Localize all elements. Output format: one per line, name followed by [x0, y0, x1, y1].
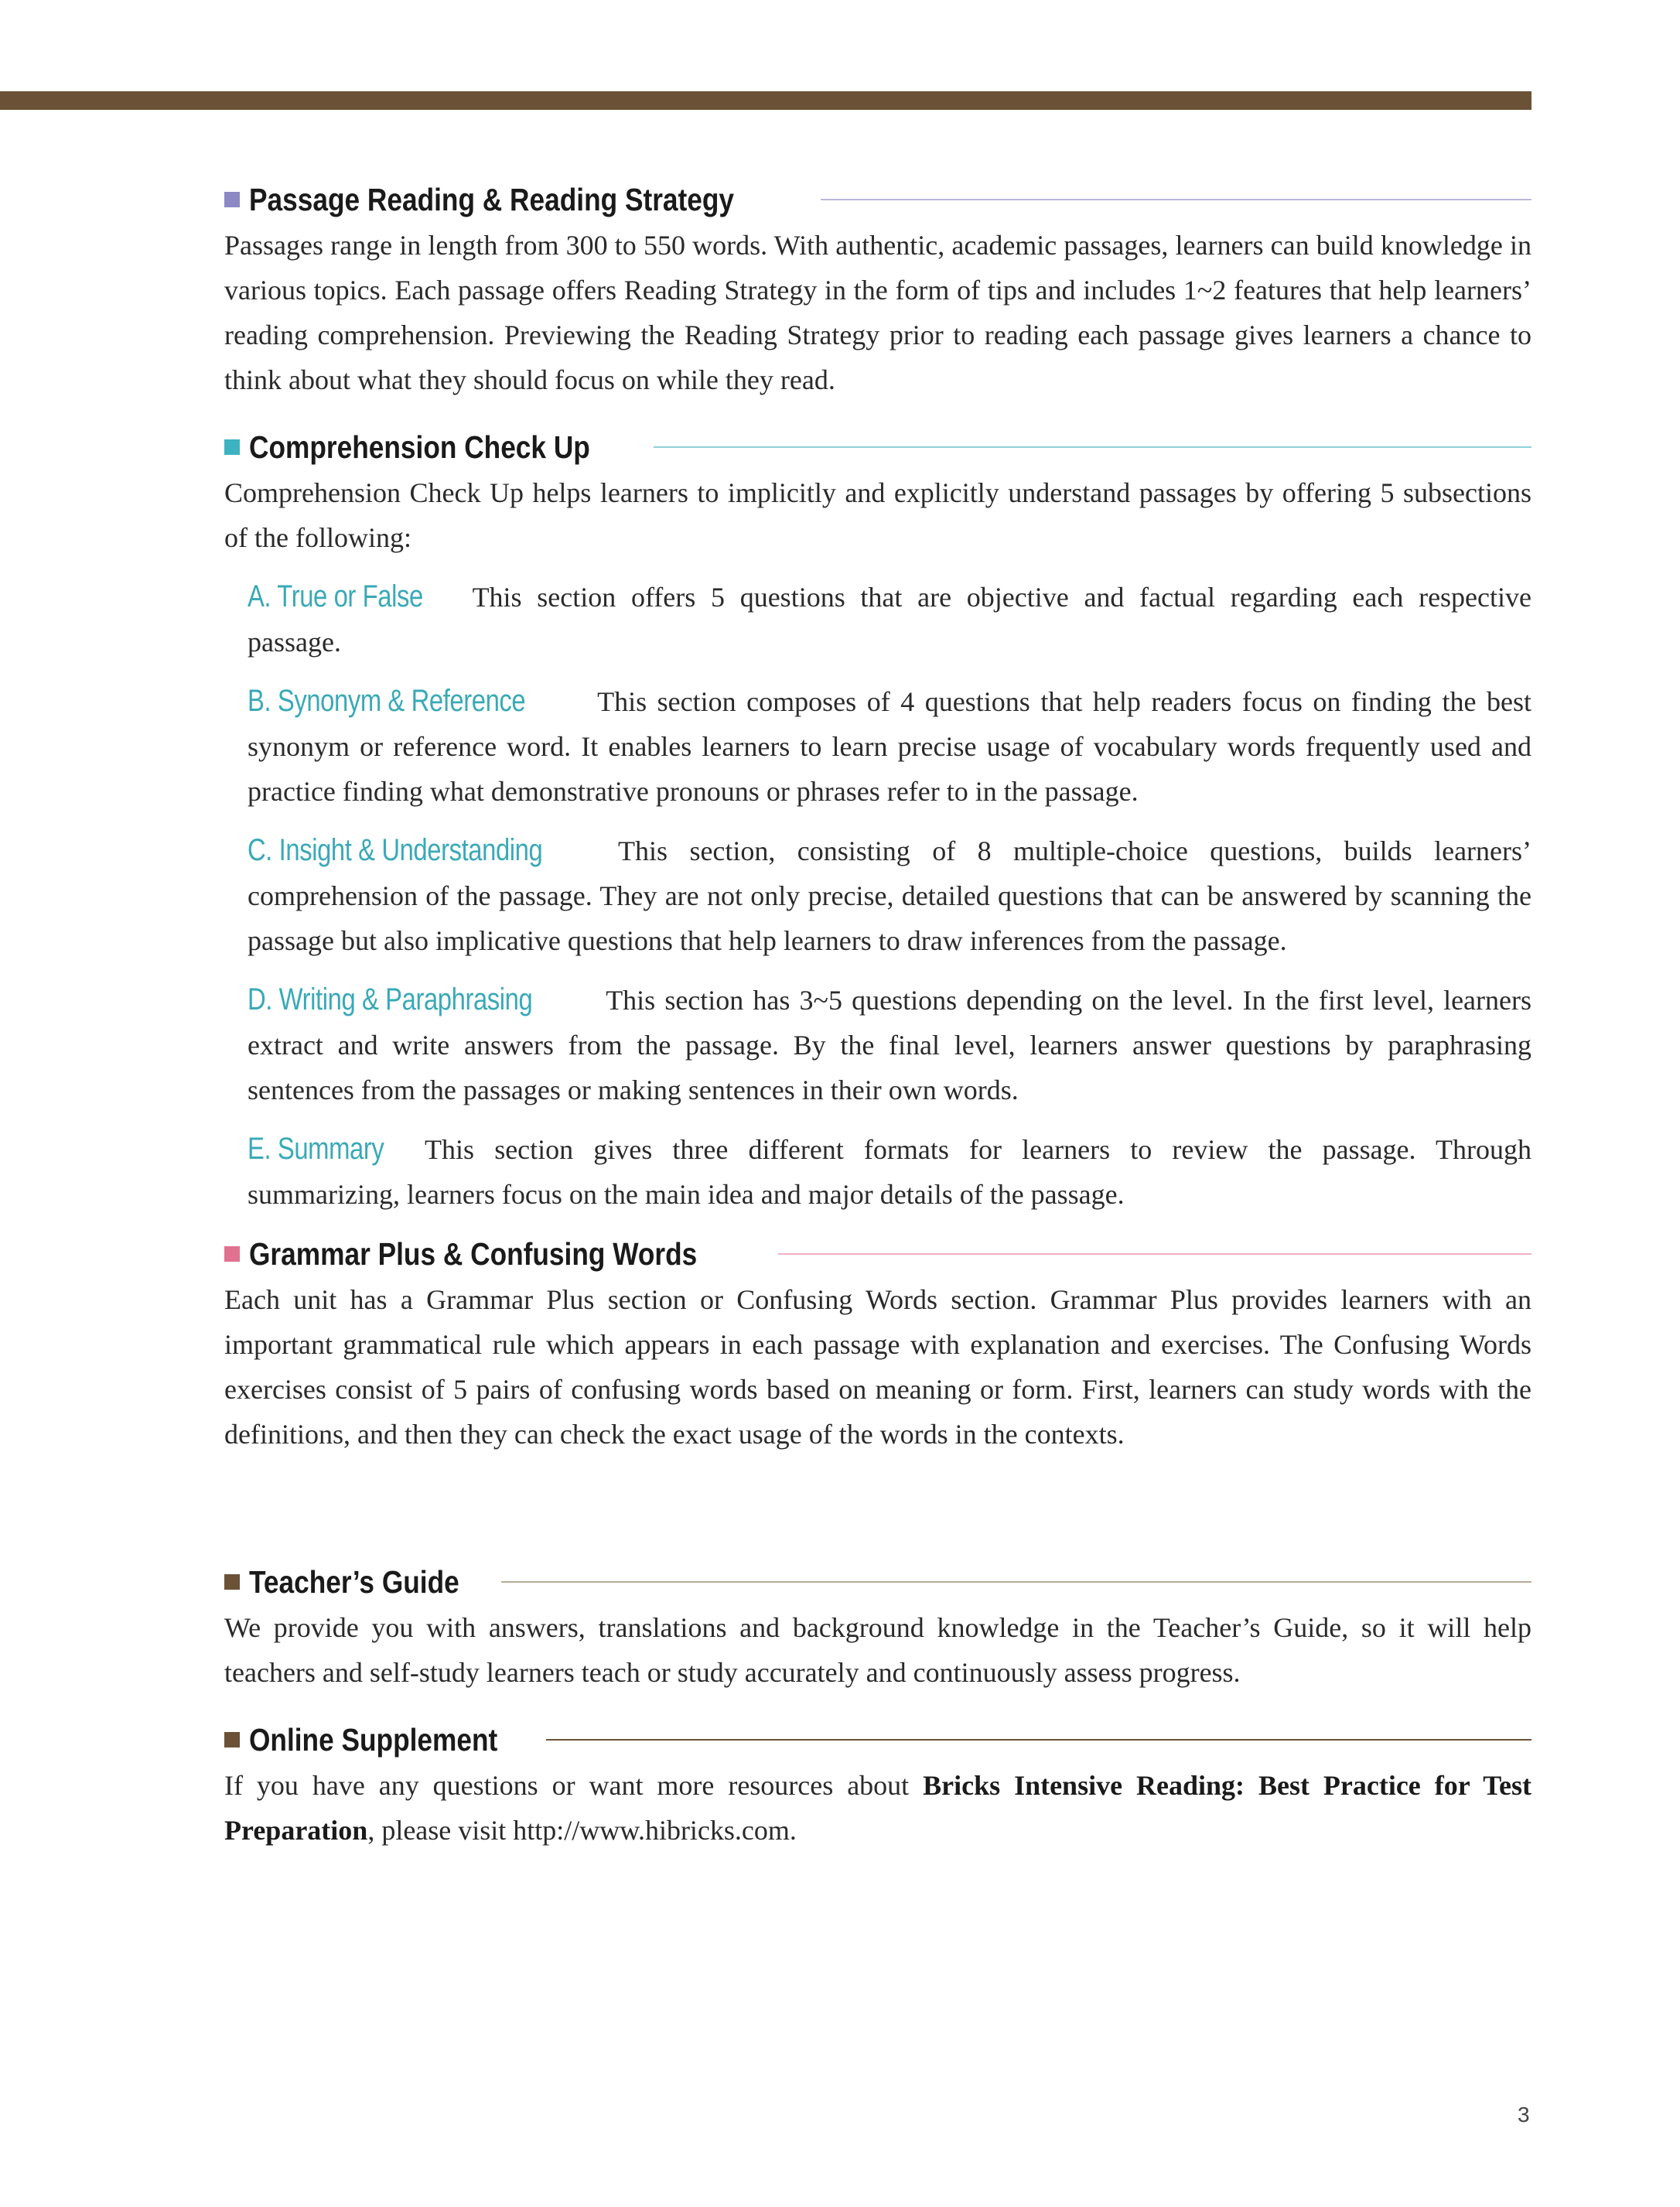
section-body: Passages range in length from 300 to 550 words. With authentic, academic passages, learners can build knowledge in various topics. Each passage offers Reading Strategy in the form of tips and includes 1~2 features that help learners’ reading comprehension. Previewing the Reading Strategy prior to reading each passage gives learners a chance to think about what they should focus on while they read. [224, 230, 1531, 395]
page-number: 3 [1518, 2103, 1530, 2127]
square-bullet-icon [224, 439, 240, 455]
square-bullet-icon [224, 1732, 240, 1747]
section-grammar-plus [224, 1231, 1531, 1457]
subsection-writing-paraphrasing [248, 977, 1531, 1112]
heading-rule [501, 1581, 1531, 1583]
section-heading [224, 1559, 1531, 1605]
subsection-text: This section has 3~5 questions depending on the level. In the first level, learners extract and write answers from the passage. By the final level, learners answer questions by paraphrasing sentences from the passages or making sentences in their own words. [248, 985, 1531, 1105]
section-comprehension-check-up [224, 424, 1531, 1217]
body-prefix: If you have any questions or want more resources about [224, 1770, 924, 1801]
subsection-insight-understanding [248, 828, 1531, 963]
subsection-label: C. Insight & Understanding [248, 833, 543, 867]
section-teachers-guide [224, 1559, 1531, 1695]
subsection-text: This section, consisting of 8 multiple-choice questions, builds learners’ comprehension of the passage. They are not only precise, detailed questions that can be answered by scanning the passage but also implicative questions that help learners to draw inferences from the passage. [248, 835, 1531, 956]
section-heading [224, 1231, 1531, 1277]
subsection-true-or-false [248, 574, 1531, 664]
section-title: Online Supplement [249, 1721, 498, 1758]
section-title: Comprehension Check Up [249, 429, 590, 465]
subsection-synonym-reference [248, 678, 1531, 814]
subsection-summary [248, 1126, 1531, 1217]
section-body [224, 1763, 1531, 1853]
heading-rule [546, 1739, 1531, 1741]
section-title: Passage Reading & Reading Strategy [249, 181, 735, 217]
section-body: Comprehension Check Up helps learners to implicitly and explicitly understand passages by offering 5 subsections of the following: [224, 477, 1531, 553]
section-passage-reading [224, 176, 1531, 402]
square-bullet-icon [224, 1574, 240, 1590]
subsection-list [224, 574, 1531, 1217]
section-heading [224, 424, 1531, 470]
page-content [224, 176, 1531, 1853]
book-title: Bricks Intensive Reading: Best Practice for Test Preparation [224, 1770, 1531, 1846]
square-bullet-icon [224, 192, 240, 207]
square-bullet-icon [224, 1246, 240, 1262]
section-online-supplement [224, 1717, 1531, 1853]
section-title: Grammar Plus & Confusing Words [249, 1235, 698, 1272]
section-title: Teacher’s Guide [249, 1563, 459, 1600]
subsection-text: This section gives three different formats for learners to review the passage. Through summarizing, learners focus on the main idea and major details of the passage. [248, 1134, 1531, 1210]
subsection-label: A. True or False [248, 579, 423, 613]
subsection-label: B. Synonym & Reference [248, 684, 526, 718]
section-heading [224, 176, 1531, 223]
heading-rule [821, 199, 1531, 200]
subsection-text: This section offers 5 questions that are objective and factual regarding each respective passage. [248, 582, 1531, 658]
section-body: Each unit has a Grammar Plus section or Confusing Words section. Grammar Plus provides learners with an important grammatical rule which appears in each passage with explanation and exercises. The Confusing Words exercises consist of 5 pairs of confusing words based on meaning or form. First, learners can study words with the definitions, and then they can check the exact usage of the words in the contexts. [224, 1284, 1531, 1450]
body-suffix: , please visit http://www.hibricks.com. [367, 1815, 797, 1846]
heading-rule [654, 446, 1531, 448]
section-body: We provide you with answers, translations and background knowledge in the Teacher’s Guide, so it will help teachers and self-study learners teach or study accurately and continuously assess progress. [224, 1612, 1531, 1688]
subsection-label: E. Summary [248, 1132, 384, 1166]
subsection-label: D. Writing & Paraphrasing [248, 982, 533, 1016]
section-heading [224, 1717, 1531, 1763]
top-color-bar [0, 91, 1531, 110]
heading-rule [778, 1253, 1531, 1255]
subsection-text: This section composes of 4 questions that help readers focus on finding the best synonym or reference word. It enables learners to learn precise usage of vocabulary words frequently used and practice finding what demonstrative pronouns or phrases refer to in the passage. [248, 686, 1531, 807]
